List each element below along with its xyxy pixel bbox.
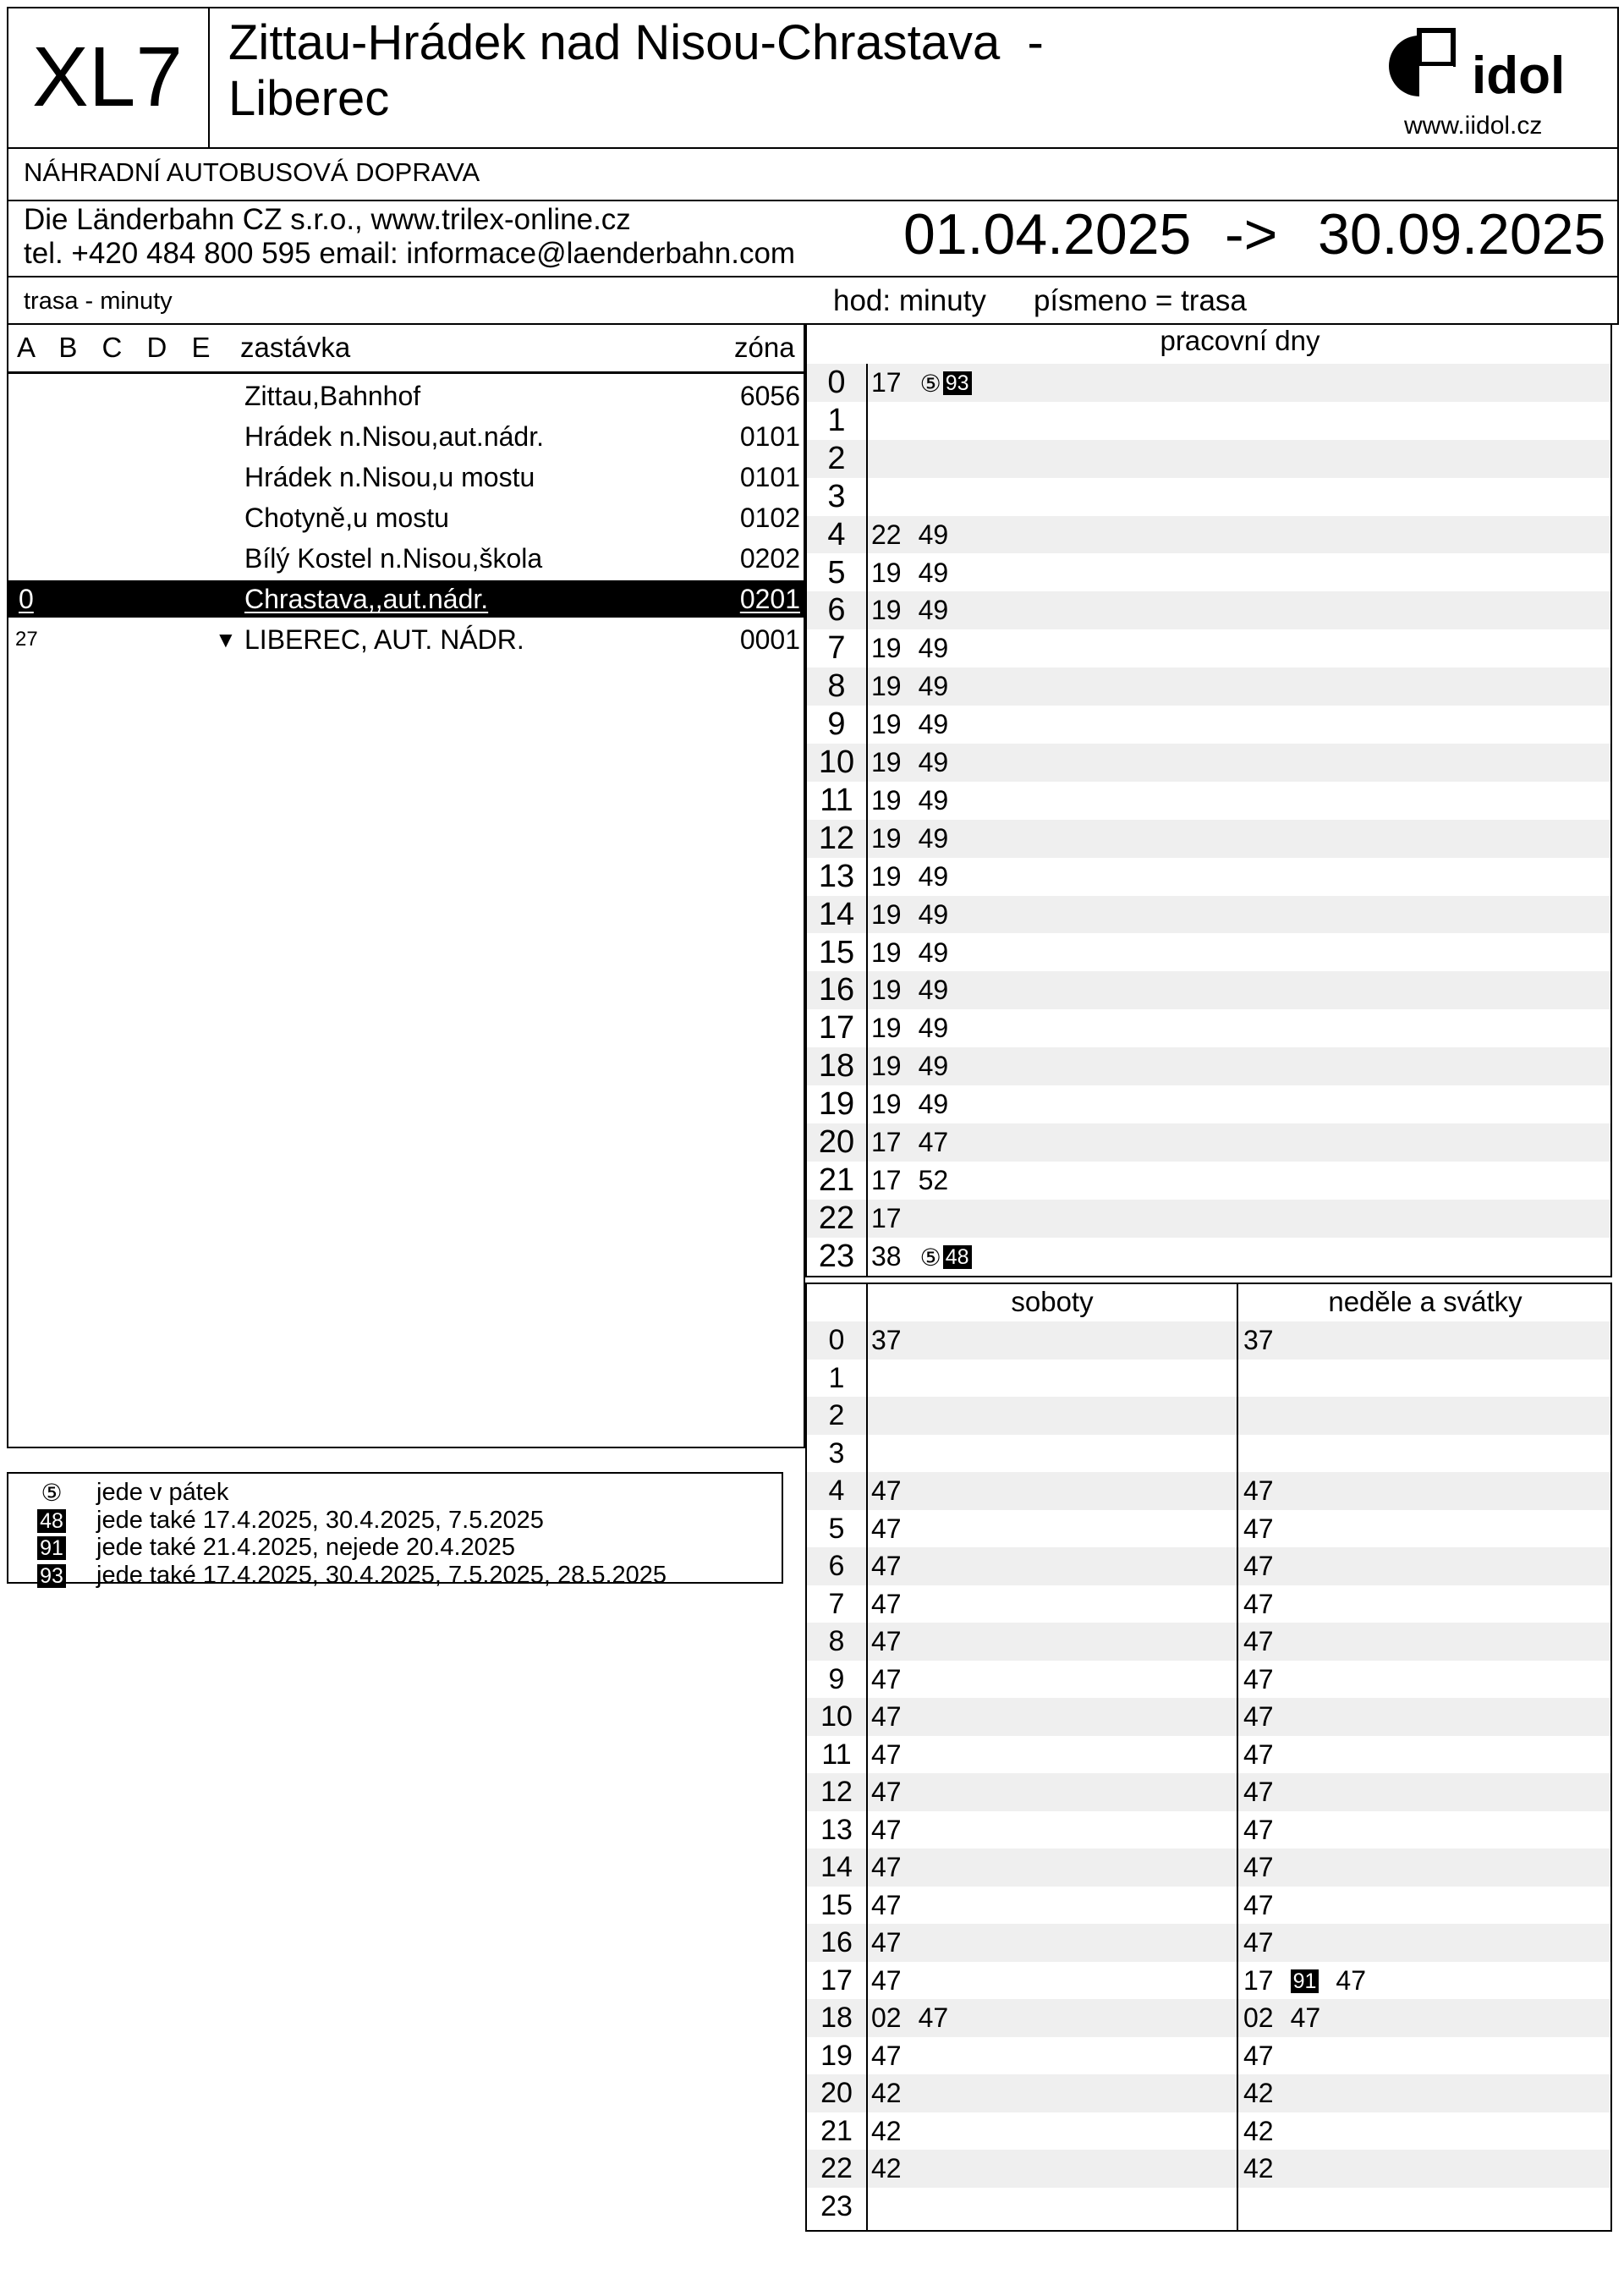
minute: 47 — [918, 2002, 949, 2033]
hour-row — [807, 1887, 1610, 1925]
minute: 47 — [1243, 1889, 1274, 1920]
minute: 49 — [918, 1089, 949, 1120]
workdays-hour-divider — [866, 364, 868, 1277]
minutes — [871, 744, 965, 781]
sunday-minutes — [1243, 1661, 1291, 1698]
hour-row — [807, 1435, 1610, 1473]
saturday-minutes — [871, 2037, 919, 2074]
saturday-minutes — [871, 1585, 919, 1623]
minute: 37 — [871, 1325, 902, 1355]
idol-logo — [1387, 24, 1599, 108]
minutes — [871, 934, 965, 971]
minute: 19 — [871, 747, 902, 777]
saturday-minutes — [871, 2112, 919, 2150]
hour-row — [807, 1773, 1610, 1811]
hour-label: 15 — [820, 1888, 853, 1921]
minute: 47 — [1243, 1663, 1274, 1695]
minutes — [871, 782, 965, 819]
hour-label: 12 — [818, 820, 855, 856]
idol-logo-icon — [1387, 24, 1599, 108]
line-number-box — [7, 7, 210, 147]
friday-circle-icon: ⑤ — [919, 1244, 941, 1271]
minute: 47 — [871, 1513, 902, 1544]
hour-label: 3 — [828, 1436, 845, 1469]
weekend-column-divider — [1237, 1283, 1238, 2232]
note-text: jede také 21.4.2025, nejede 20.4.2025 — [96, 1534, 516, 1561]
minute: 17 — [871, 1202, 902, 1233]
note-text: jede také 17.4.2025, 30.4.2025, 7.5.2025, 28.5.2025 — [96, 1561, 667, 1589]
minute: 47 — [918, 1127, 949, 1157]
minute: 47 — [871, 1889, 902, 1920]
stop-zone: 0001 — [739, 624, 800, 655]
minute: 42 — [1243, 2078, 1274, 2108]
minutes — [871, 667, 965, 705]
stop-row — [7, 499, 805, 536]
note-badge — [34, 1562, 69, 1590]
minutes — [871, 1238, 972, 1277]
stop-name: Chrastava,,aut.nádr. — [244, 584, 489, 614]
minute: 49 — [918, 860, 949, 892]
saturday-minutes — [871, 1811, 919, 1848]
minute: 49 — [918, 975, 949, 1006]
note-badge — [34, 1534, 69, 1562]
hour-row — [807, 1510, 1610, 1548]
route-letters: A B C D E — [17, 332, 216, 363]
stop-zone: 0101 — [739, 421, 800, 452]
minutes — [871, 1047, 965, 1085]
date-arrow: -> — [1225, 202, 1278, 266]
hour-label: 19 — [818, 1086, 855, 1123]
hour-label: 9 — [828, 1662, 845, 1695]
saturday-minutes — [871, 1661, 919, 1698]
minute: 52 — [918, 1164, 949, 1195]
logo-url[interactable]: www.iidol.cz — [1404, 112, 1543, 140]
stop-name: Hrádek n.Nisou,aut.nádr. — [244, 421, 544, 452]
hour-row — [807, 1547, 1610, 1585]
hour-label: 14 — [818, 896, 855, 932]
stop-zone: 0102 — [739, 503, 800, 533]
note-badge: 91 — [1291, 1969, 1320, 1993]
minute: 47 — [1243, 1814, 1274, 1845]
minute: 42 — [1243, 2153, 1274, 2183]
hour-label: 18 — [820, 2002, 853, 2034]
saturday-title: soboty — [1011, 1286, 1094, 1317]
stop-name: LIBEREC, AUT. NÁDR. — [244, 624, 524, 655]
sunday-minutes — [1243, 1999, 1337, 2036]
minute: 49 — [918, 633, 949, 664]
minute: 19 — [871, 671, 902, 702]
note-row — [34, 1506, 544, 1535]
stop-name: Hrádek n.Nisou,u mostu — [244, 462, 535, 492]
carrier-info — [24, 203, 795, 271]
minutes — [871, 706, 965, 743]
minutes — [871, 591, 965, 629]
minute: 47 — [1243, 1513, 1274, 1544]
minute: 49 — [918, 898, 949, 930]
sunday-minutes — [1243, 1472, 1291, 1509]
hour-row — [807, 1962, 1610, 2000]
minute: 19 — [871, 1013, 902, 1044]
hour-label: 22 — [820, 2152, 853, 2184]
saturday-minutes — [871, 1698, 919, 1735]
divider — [7, 147, 1619, 149]
hour-row — [807, 1848, 1610, 1887]
minute: 19 — [871, 1089, 902, 1120]
saturday-minutes — [871, 1510, 919, 1547]
route-title — [228, 15, 1201, 127]
minute: 47 — [871, 1551, 902, 1581]
divider — [7, 276, 1619, 277]
hour-label: 10 — [818, 744, 855, 780]
hour-row — [807, 1736, 1610, 1774]
note-mark-text: 93 — [37, 1564, 66, 1588]
minute: 47 — [1243, 1475, 1274, 1506]
hour-label: 20 — [820, 2077, 853, 2109]
friday-circle-icon: ⑤ — [919, 371, 941, 397]
minute: 49 — [918, 557, 949, 588]
hour-label: 9 — [827, 706, 846, 743]
minute: 19 — [871, 557, 902, 588]
sunday-minutes — [1243, 1510, 1291, 1547]
hour-label: 7 — [827, 630, 846, 667]
hour-label: 8 — [827, 668, 846, 705]
sunday-minutes — [1243, 1321, 1291, 1359]
hour-row — [807, 1321, 1610, 1359]
minutes — [871, 896, 965, 933]
hour-label: 21 — [820, 2114, 853, 2147]
minutes — [871, 1200, 919, 1237]
stop-name: Chotyně,u mostu — [244, 503, 449, 533]
saturday-minutes — [871, 1773, 919, 1810]
minutes — [871, 1009, 965, 1046]
stop-column-header: zastávka — [240, 332, 351, 363]
subtitle: NÁHRADNÍ AUTOBUSOVÁ DOPRAVA — [24, 157, 480, 187]
saturday-minutes — [871, 1623, 919, 1660]
minute: 42 — [871, 2153, 902, 2183]
hour-row — [807, 2074, 1610, 2112]
minute: 49 — [918, 747, 949, 777]
minute: 49 — [918, 519, 949, 550]
sunday-minutes — [1243, 1623, 1291, 1660]
saturday-minutes — [871, 2074, 919, 2112]
hour-label: 20 — [818, 1124, 855, 1160]
sunday-minutes — [1243, 1887, 1291, 1924]
hour-label: 7 — [828, 1587, 845, 1620]
minute: 49 — [918, 937, 949, 968]
minute: 47 — [1243, 1852, 1274, 1882]
hour-label: 16 — [818, 972, 855, 1008]
sunday-minutes — [1243, 2074, 1291, 2112]
sunday-minutes — [1243, 1811, 1291, 1848]
minute: 47 — [1243, 1701, 1274, 1732]
hour-row — [807, 1623, 1610, 1661]
minute: 49 — [918, 1051, 949, 1082]
minutes — [871, 1162, 965, 1199]
trasa-label: trasa - minuty — [24, 288, 173, 315]
hour-row — [807, 478, 1610, 516]
minute: 47 — [1290, 2002, 1321, 2033]
note-row — [34, 1561, 667, 1590]
legend-header — [833, 284, 1247, 318]
valid-from: 01.04.2025 — [903, 202, 1192, 266]
hour-label: 3 — [827, 478, 846, 514]
saturday-minutes — [871, 1547, 919, 1585]
minute: 19 — [871, 975, 902, 1006]
minute: 37 — [1243, 1325, 1274, 1355]
minute: 49 — [918, 1013, 949, 1044]
saturday-minutes — [871, 1962, 919, 1999]
hour-row — [807, 440, 1610, 478]
hour-label: 11 — [820, 782, 853, 818]
hour-row — [807, 1472, 1610, 1510]
hour-label: 1 — [828, 1361, 845, 1394]
stop-row — [7, 540, 805, 577]
sunday-title: neděle a svátky — [1328, 1286, 1522, 1317]
minute: 47 — [871, 1663, 902, 1695]
hour-label: 19 — [820, 2039, 853, 2072]
stop-row — [7, 377, 805, 415]
minute: 47 — [871, 1814, 902, 1845]
sunday-minutes — [1243, 1962, 1383, 1999]
hour-row — [807, 1200, 1610, 1238]
hour-label: 4 — [828, 1475, 845, 1507]
minute: 17 — [1243, 1964, 1274, 1996]
minutes — [871, 364, 972, 403]
saturday-minutes — [871, 1736, 919, 1773]
minute: 19 — [871, 937, 902, 968]
hour-label: 13 — [820, 1813, 853, 1846]
hour-label: 5 — [827, 554, 846, 590]
hour-row — [807, 1661, 1610, 1699]
hour-label: 2 — [827, 440, 846, 476]
hour-label: 10 — [820, 1700, 853, 1733]
minute: 19 — [871, 709, 902, 740]
friday-circle-icon — [34, 1479, 69, 1507]
sunday-minutes — [1243, 2150, 1291, 2187]
saturday-minutes — [871, 2150, 919, 2187]
workdays-title: pracovní dny — [1160, 325, 1320, 356]
minute: 42 — [1243, 2115, 1274, 2146]
hour-label: 12 — [820, 1776, 853, 1808]
minutes — [871, 1085, 965, 1123]
saturday-minutes — [871, 1848, 919, 1886]
hour-label: 17 — [818, 1010, 855, 1046]
hour-row — [807, 1585, 1610, 1623]
minute: 42 — [871, 2078, 902, 2108]
hour-row — [807, 1359, 1610, 1398]
minute: 02 — [1243, 2002, 1274, 2033]
sunday-minutes — [1243, 1773, 1291, 1810]
note-text: jede také 17.4.2025, 30.4.2025, 7.5.2025 — [96, 1506, 544, 1534]
logo-text: idol — [1472, 47, 1566, 105]
hour-label: 18 — [818, 1048, 855, 1085]
note-badge: 48 — [943, 1245, 972, 1269]
minute: 19 — [871, 1051, 902, 1082]
minutes — [871, 516, 965, 553]
hour-label: 1 — [827, 402, 846, 438]
hour-row — [807, 1698, 1610, 1736]
minutes — [871, 629, 965, 667]
saturday-minutes — [871, 1321, 919, 1359]
minute: 47 — [871, 1701, 902, 1732]
minute: 47 — [871, 1475, 902, 1506]
minute: 47 — [871, 1588, 902, 1619]
minute: 42 — [871, 2115, 902, 2146]
stop-zone: 0202 — [739, 543, 800, 574]
stop-name: Bílý Kostel n.Nisou,škola — [244, 543, 543, 574]
hour-label: 2 — [828, 1399, 845, 1431]
hour-label: 15 — [818, 934, 855, 970]
hour-label: 17 — [820, 1964, 853, 1997]
sunday-minutes — [1243, 1698, 1291, 1735]
stop-minute: 0 — [19, 584, 34, 614]
minute: 19 — [871, 822, 902, 854]
minute: 19 — [871, 860, 902, 892]
hour-label: 6 — [828, 1550, 845, 1582]
minute: 17 — [871, 1127, 902, 1157]
note-mark-text: 48 — [37, 1509, 66, 1533]
saturday-minutes — [871, 1924, 919, 1961]
minute: 49 — [918, 822, 949, 854]
minute: 17 — [871, 1164, 902, 1195]
hour-label: 23 — [820, 2189, 853, 2222]
minute: 47 — [871, 1852, 902, 1882]
sunday-minutes — [1243, 1547, 1291, 1585]
note-text: jede v pátek — [96, 1479, 229, 1506]
stop-row — [7, 580, 805, 618]
carrier-line1: Die Länderbahn CZ s.r.o., www.trilex-online.cz — [24, 203, 631, 236]
sunday-minutes — [1243, 2112, 1291, 2150]
legend-hod: hod: minuty — [833, 284, 986, 317]
minute: 19 — [871, 784, 902, 816]
minutes — [871, 1123, 965, 1161]
sunday-minutes — [1243, 1924, 1291, 1961]
minute: 47 — [1243, 1738, 1274, 1770]
minute: 47 — [871, 1777, 902, 1807]
minute: 38 — [871, 1240, 902, 1272]
hour-label: 8 — [828, 1625, 845, 1657]
hour-row — [807, 402, 1610, 440]
minute: 47 — [871, 2040, 902, 2071]
hour-row — [807, 1811, 1610, 1849]
hour-row — [807, 2037, 1610, 2075]
hour-label: 21 — [818, 1162, 855, 1198]
note-mark-text: ⑤ — [41, 1480, 63, 1506]
route-title-line2: Liberec — [228, 71, 390, 126]
minute: 17 — [871, 367, 902, 398]
notes-box — [7, 1472, 783, 1589]
minute: 47 — [1243, 1626, 1274, 1656]
hour-label: 16 — [820, 1926, 853, 1958]
minutes — [871, 858, 965, 895]
hour-row — [807, 1397, 1610, 1435]
minute: 47 — [871, 1964, 902, 1996]
stop-zone: 0101 — [739, 462, 800, 492]
sunday-minutes — [1243, 2037, 1291, 2074]
minute: 47 — [871, 1927, 902, 1958]
minute: 22 — [871, 519, 902, 550]
minute: 47 — [1243, 1588, 1274, 1619]
minute: 19 — [871, 633, 902, 664]
hour-row — [807, 2112, 1610, 2150]
minute: 47 — [1243, 2040, 1274, 2071]
minute: 49 — [918, 709, 949, 740]
note-row — [34, 1479, 229, 1508]
minute: 49 — [918, 671, 949, 702]
hour-label: 4 — [827, 516, 846, 552]
stop-row — [7, 621, 805, 658]
zone-column-header: zóna — [734, 332, 795, 363]
line-number: XL7 — [32, 29, 183, 124]
valid-to: 30.09.2025 — [1318, 202, 1606, 266]
minute: 47 — [1243, 1551, 1274, 1581]
minute: 19 — [871, 898, 902, 930]
minute: 49 — [918, 595, 949, 626]
hour-label: 22 — [818, 1200, 855, 1236]
saturday-minutes — [871, 1999, 965, 2036]
weekend-column-divider — [866, 1283, 868, 2232]
sunday-minutes — [1243, 1736, 1291, 1773]
stop-minute: 27 — [15, 628, 38, 651]
minute: 47 — [871, 1738, 902, 1770]
stop-row — [7, 418, 805, 455]
hour-row — [807, 2188, 1610, 2226]
minute: 19 — [871, 595, 902, 626]
sunday-minutes — [1243, 1848, 1291, 1886]
hour-row — [807, 1924, 1610, 1962]
minutes — [871, 820, 965, 857]
legend-pismeno: písmeno = trasa — [1033, 284, 1247, 317]
stop-zone: 6056 — [739, 381, 800, 411]
note-badge: 93 — [943, 371, 972, 395]
minute: 47 — [871, 1626, 902, 1656]
note-mark-text: 91 — [37, 1536, 66, 1560]
saturday-minutes — [871, 1887, 919, 1924]
route-title-line1: Zittau-Hrádek nad Nisou-Chrastava - — [228, 15, 1044, 70]
down-arrow-icon: ▼ — [215, 627, 237, 652]
note-row — [34, 1534, 516, 1562]
minute: 47 — [1243, 1777, 1274, 1807]
hour-label: 0 — [827, 365, 846, 400]
minute: 02 — [871, 2002, 902, 2033]
hour-label: 6 — [827, 592, 846, 629]
saturday-minutes — [871, 1472, 919, 1509]
hour-label: 14 — [820, 1851, 853, 1883]
carrier-line2: tel. +420 484 800 595 email: informace@laenderbahn.com — [24, 237, 796, 270]
hour-label: 23 — [818, 1238, 855, 1274]
minutes — [871, 971, 965, 1008]
hour-label: 11 — [821, 1738, 852, 1771]
hour-label: 0 — [828, 1324, 845, 1356]
stop-name: Zittau,Bahnhof — [244, 381, 421, 411]
hour-label: 13 — [818, 858, 855, 894]
sunday-minutes — [1243, 1585, 1291, 1623]
hour-row — [807, 2150, 1610, 2188]
stop-row — [7, 459, 805, 496]
stop-zone: 0201 — [739, 584, 800, 614]
hour-label: 5 — [828, 1512, 845, 1545]
minute: 49 — [918, 784, 949, 816]
minute: 47 — [1243, 1927, 1274, 1958]
note-badge — [34, 1507, 69, 1535]
minute: 47 — [1336, 1964, 1366, 1996]
minutes — [871, 554, 965, 591]
